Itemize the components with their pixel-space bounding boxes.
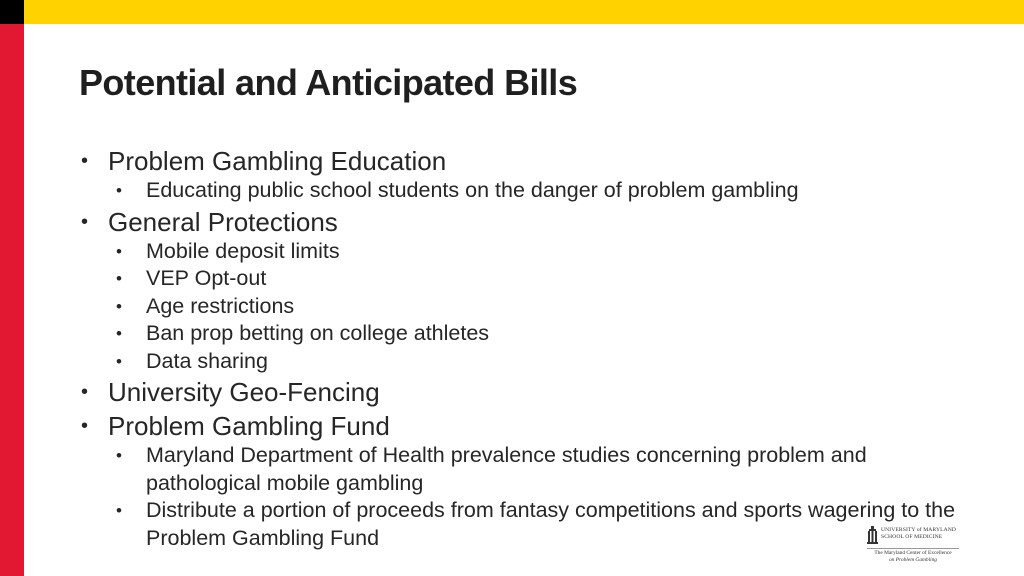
bullet-text: Problem Gambling Education: [108, 146, 447, 176]
logo-divider: [867, 548, 959, 549]
sub-bullet-item: [79, 293, 959, 321]
sub-bullet-item: [79, 442, 959, 497]
sub-bullet-text: Distribute a portion of proceeds from fantasy competitions and sports wagering to the Problem Gambling Fund: [146, 498, 956, 550]
sub-bullet-text: VEP Opt-out: [146, 266, 267, 290]
bullet-dot-icon: •: [116, 269, 122, 288]
university-line-2: SCHOOL OF MEDICINE: [881, 533, 943, 540]
slide-title: Potential and Anticipated Bills: [79, 62, 578, 103]
sub-bullet-text: Age restrictions: [146, 293, 295, 318]
university-seal-icon: [867, 526, 878, 544]
bullet-dot-icon: •: [116, 446, 122, 465]
bullet-dot-icon: •: [81, 210, 89, 233]
sub-bullet-text: Ban prop betting on college athletes: [146, 321, 490, 345]
bullet-text: Problem Gambling Fund: [108, 411, 390, 441]
sub-bullet-item: [79, 265, 959, 293]
bullet-text: General Protections: [108, 206, 338, 237]
bullet-dot-icon: •: [116, 324, 122, 343]
bullet-dot-icon: •: [81, 415, 89, 437]
bullet-item: [79, 207, 959, 238]
left-red-bar: [0, 24, 24, 576]
sub-bullet-text: Data sharing: [146, 348, 268, 373]
bullet-item: [79, 146, 959, 177]
umaryland-logo: [867, 526, 959, 568]
bullet-dot-icon: •: [116, 501, 122, 520]
sub-bullet-item: [79, 497, 959, 552]
sub-bullet-text: Mobile deposit limits: [146, 238, 340, 263]
bullet-dot-icon: •: [81, 150, 89, 172]
bullet-dot-icon: •: [116, 296, 122, 316]
sub-bullet-text: Maryland Department of Health prevalence studies concerning problem and pathological mobile gambling: [146, 443, 867, 495]
corner-black-block: [0, 0, 24, 24]
sub-bullet-item: [79, 238, 959, 266]
bullet-item: [79, 377, 959, 408]
university-name: [881, 527, 961, 540]
center-line-1: The Maryland Center of Excellence: [874, 550, 952, 556]
sub-bullet-item: [79, 320, 959, 348]
bullet-text: University Geo-Fencing: [108, 377, 380, 407]
bullet-item: [79, 411, 959, 442]
center-name: [867, 550, 959, 563]
bullet-dot-icon: •: [116, 351, 122, 371]
bullet-dot-icon: •: [81, 381, 89, 403]
sub-bullet-text: Educating public school students on the danger of problem gambling: [146, 178, 799, 202]
bullet-dot-icon: •: [116, 181, 122, 200]
university-line-1: UNIVERSITY of MARYLAND: [881, 527, 957, 533]
center-line-2: on Problem Gambling: [888, 556, 937, 563]
top-gold-bar: [24, 0, 1024, 24]
bullet-dot-icon: •: [116, 241, 122, 261]
sub-bullet-item: [79, 348, 959, 376]
bullet-list: [79, 146, 959, 552]
sub-bullet-item: [79, 177, 959, 205]
